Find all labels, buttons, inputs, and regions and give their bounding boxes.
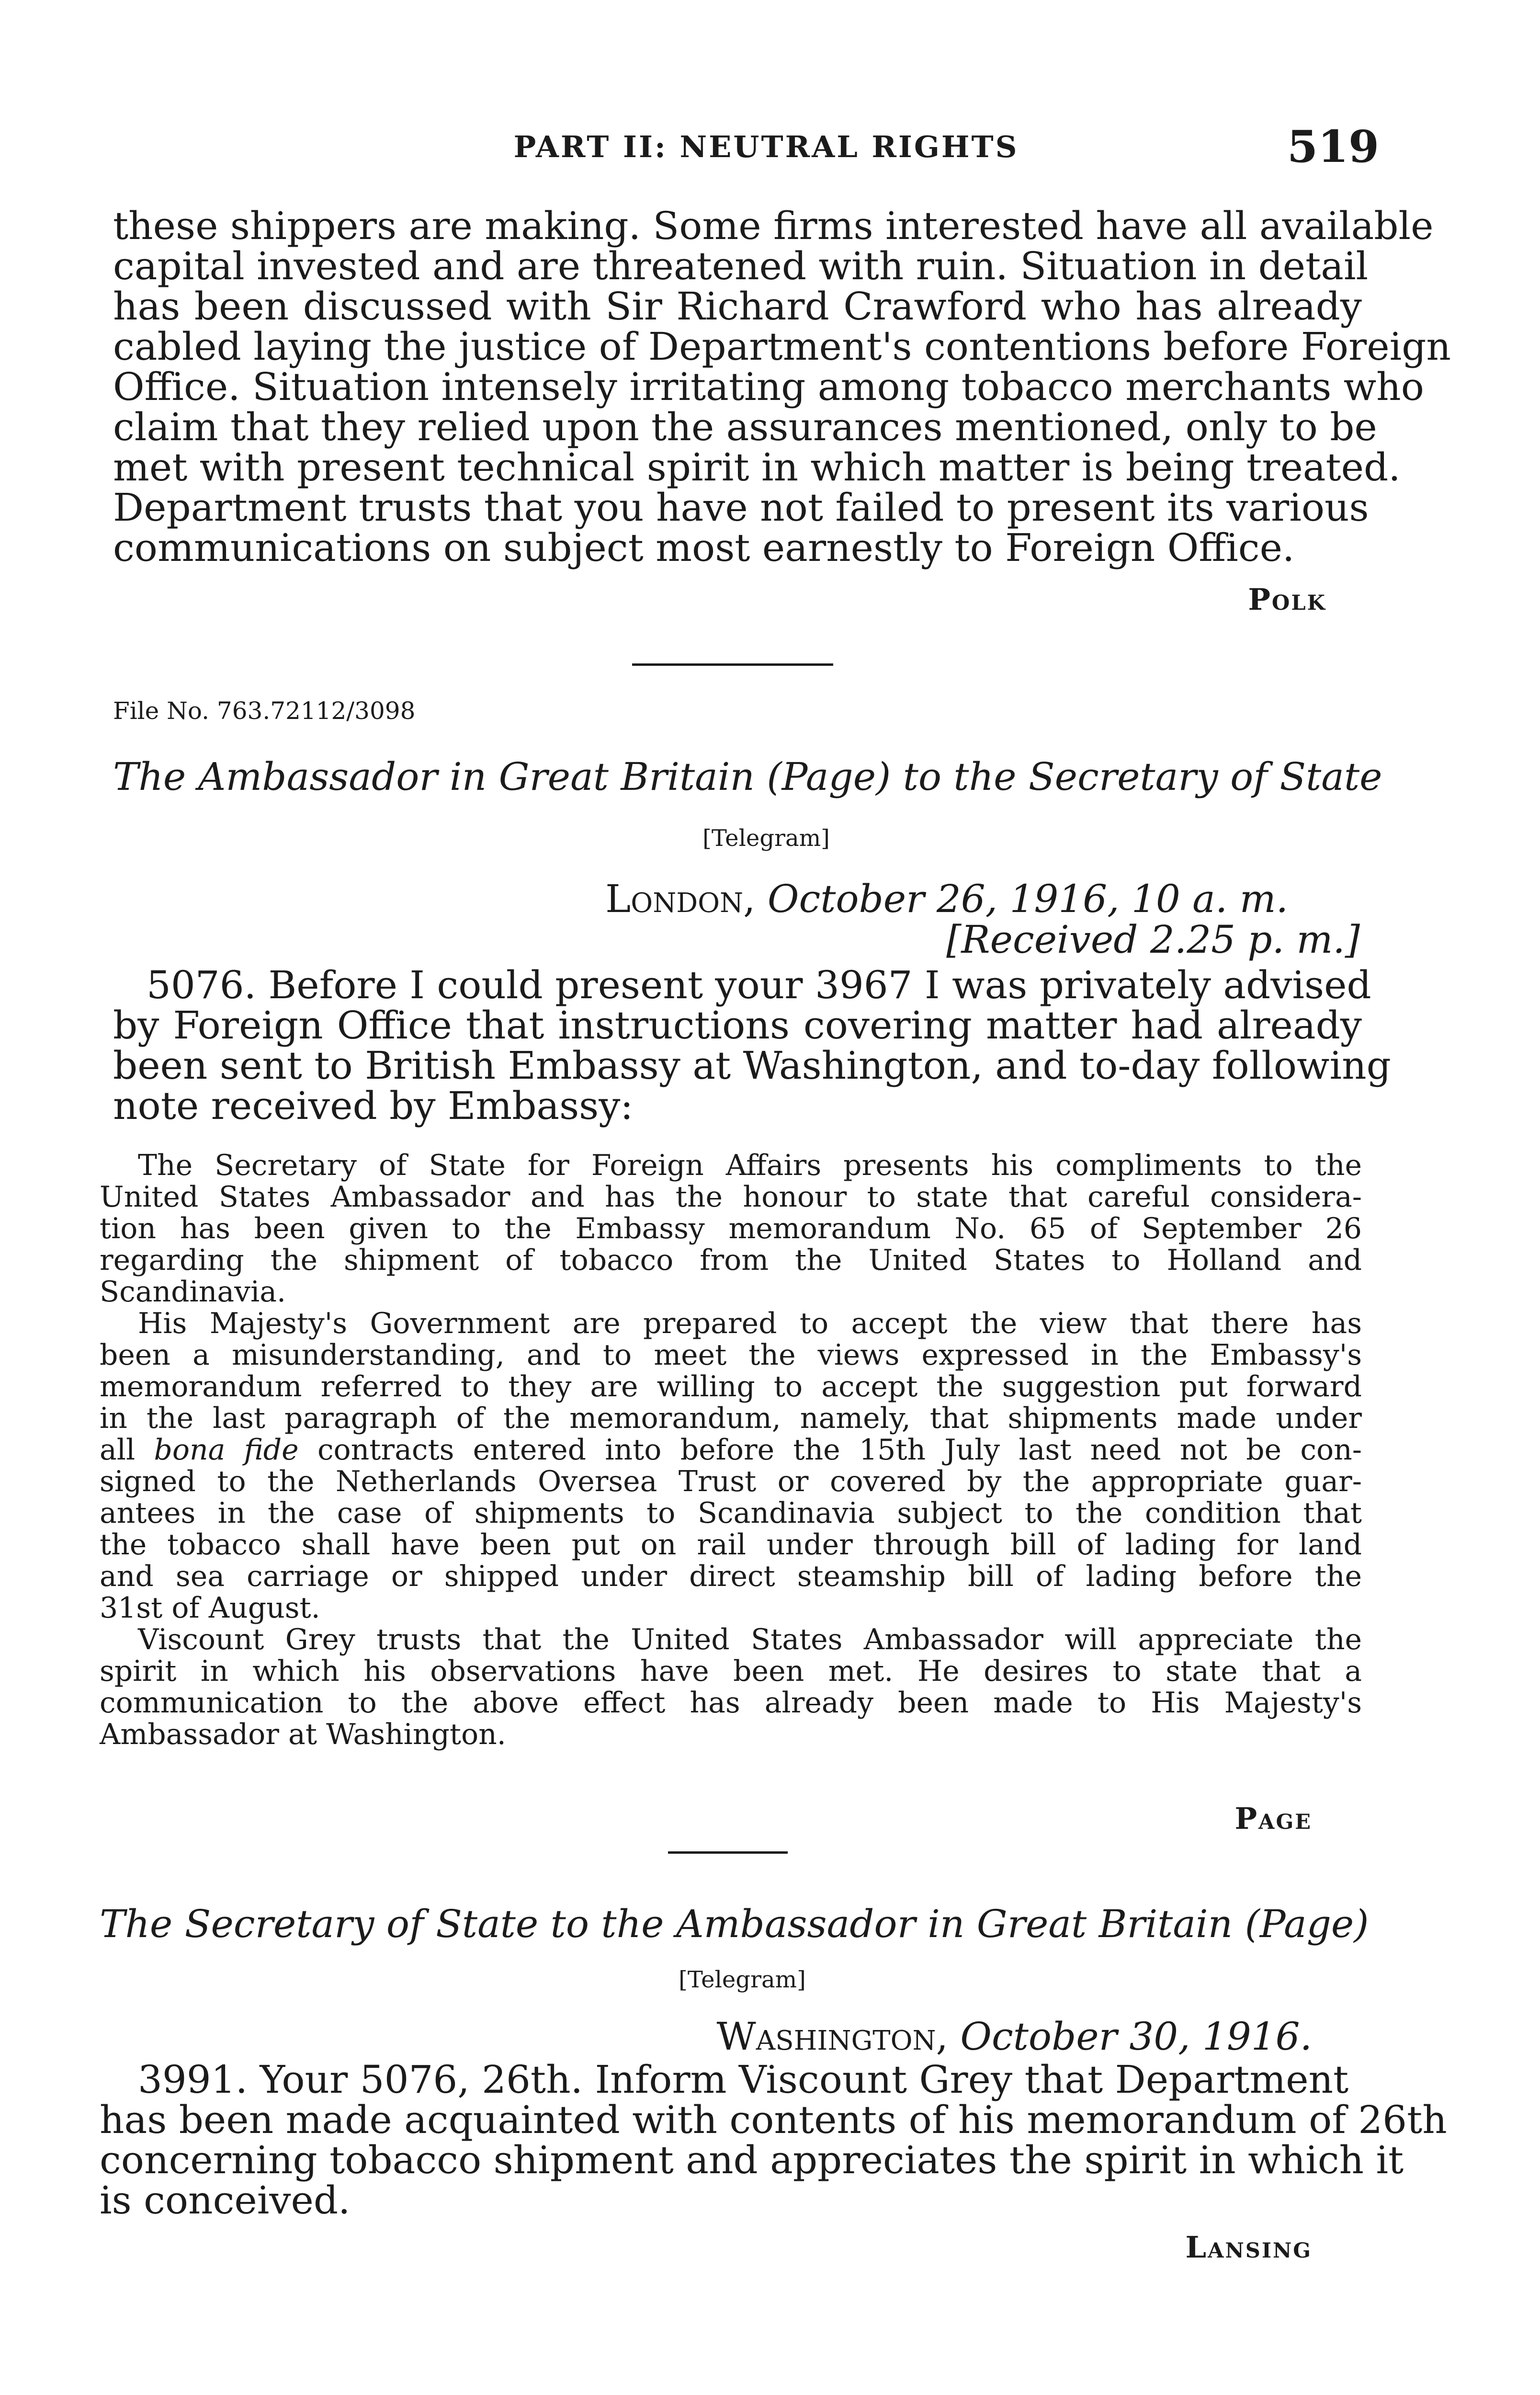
- text-line: 5076. Before I could present your 3967 I was privately advised: [147, 963, 1371, 1007]
- text-line: has been made acquainted with contents of his memorandum of 26th: [100, 2098, 1447, 2142]
- quoted-paragraph: [100, 1150, 1362, 1308]
- text-line: memorandum referred to they are willing to accept the suggestion put forward: [100, 1370, 1362, 1403]
- dateline: [479, 2014, 1312, 2059]
- text-segment: all: [100, 1433, 136, 1467]
- text-line: United States Ambassador and has the honour to state that careful considera-: [100, 1180, 1362, 1214]
- text-line: concerning tobacco shipment and appreciates the spirit in which it: [100, 2138, 1404, 2182]
- document-title: The Ambassador in Great Britain (Page) to the Secretary of State: [113, 754, 1382, 799]
- text-line: by Foreign Office that instructions covering matter had already: [113, 1003, 1362, 1048]
- text-line: been a misunderstanding, and to meet the views expressed in the Embassy's: [100, 1338, 1362, 1372]
- text-line: been sent to British Embassy at Washington, and to-day following: [113, 1043, 1391, 1088]
- document-type: [Telegram]: [679, 1966, 806, 1993]
- text-line: spirit in which his observations have been met. He desires to state that a: [100, 1654, 1362, 1688]
- document-type: [Telegram]: [702, 825, 830, 852]
- text-line: note received by Embassy:: [113, 1083, 634, 1128]
- text-line: Viscount Grey trusts that the United States Ambassador will appreciate the: [138, 1623, 1362, 1656]
- text-line: His Majesty's Government are prepared to accept the view that there has: [138, 1307, 1362, 1340]
- text-line: 31st of August.: [100, 1591, 320, 1625]
- quoted-paragraph: [100, 1308, 1362, 1624]
- dateline-place: London,: [605, 877, 756, 921]
- telegram-body: [100, 2057, 1447, 2223]
- text-line: [100, 1434, 1362, 1466]
- text-line: these shippers are making. Some firms interested have all available: [113, 204, 1434, 248]
- received-time: [Received 2.25 p. m.]: [946, 917, 1360, 962]
- text-line: signed to the Netherlands Oversea Trust or covered by the appropriate guar-: [100, 1465, 1362, 1498]
- signature-page: Page: [1234, 1801, 1312, 1836]
- text-line: in the last paragraph of the memorandum, namely, that shipments made under: [100, 1402, 1362, 1435]
- text-line: regarding the shipment of tobacco from the United States to Holland and: [100, 1243, 1362, 1277]
- section-divider: [668, 1851, 788, 1854]
- file-number: File No. 763.72112/3098: [113, 697, 416, 725]
- dateline: [479, 877, 1288, 921]
- running-head: PART II: NEUTRAL RIGHTS: [513, 129, 1019, 164]
- signature-polk: Polk: [1248, 582, 1326, 617]
- text-line: communications on subject most earnestly to Foreign Office.: [113, 525, 1295, 570]
- quoted-paragraph: [100, 1624, 1362, 1750]
- text-line: Department trusts that you have not failed to present its various: [113, 485, 1369, 530]
- text-line: is conceived.: [100, 2178, 351, 2223]
- text-line: tion has been given to the Embassy memorandum No. 65 of September 26: [100, 1212, 1362, 1245]
- telegram-body: [113, 963, 1391, 1128]
- text-line: claim that they relied upon the assurances mentioned, only to be: [113, 405, 1377, 449]
- document-title: The Secretary of State to the Ambassador in Great Britain (Page): [100, 1902, 1369, 1946]
- italic-phrase: bona fide: [154, 1433, 299, 1467]
- received-note: [670, 917, 1360, 962]
- text-line: Office. Situation intensely irritating among tobacco merchants who: [113, 365, 1424, 409]
- page-number: 519: [1287, 121, 1379, 172]
- text-line: the tobacco shall have been put on rail under through bill of lading for land: [100, 1528, 1362, 1562]
- intro-paragraph: [113, 204, 1451, 570]
- dateline-date: October 30, 1916.: [960, 2014, 1312, 2059]
- text-line: and sea carriage or shipped under direct steamship bill of lading before the: [100, 1560, 1362, 1593]
- quoted-note: [100, 1150, 1362, 1750]
- text-line: Ambassador at Washington.: [100, 1718, 506, 1751]
- text-line: cabled laying the justice of Department's contentions before Foreign: [113, 324, 1451, 369]
- text-line: antees in the case of shipments to Scandinavia subject to the condition that: [100, 1496, 1362, 1530]
- section-divider: [632, 663, 833, 666]
- text-line: 3991. Your 5076, 26th. Inform Viscount Grey that Department: [138, 2057, 1349, 2102]
- text-segment: contracts entered into before the 15th July last need not be con-: [317, 1433, 1362, 1467]
- text-line: Scandinavia.: [100, 1275, 286, 1309]
- dateline-place: Washington,: [716, 2014, 948, 2059]
- text-line: capital invested and are threatened with ruin. Situation in detail: [113, 244, 1369, 288]
- text-line: has been discussed with Sir Richard Crawford who has already: [113, 284, 1362, 329]
- text-line: met with present technical spirit in which matter is being treated.: [113, 445, 1401, 490]
- text-line: communication to the above effect has already been made to His Majesty's: [100, 1686, 1362, 1720]
- signature-lansing: Lansing: [1185, 2230, 1312, 2265]
- text-line: The Secretary of State for Foreign Affairs presents his compliments to the: [138, 1149, 1362, 1182]
- dateline-date: October 26, 1916, 10 a. m.: [767, 877, 1288, 921]
